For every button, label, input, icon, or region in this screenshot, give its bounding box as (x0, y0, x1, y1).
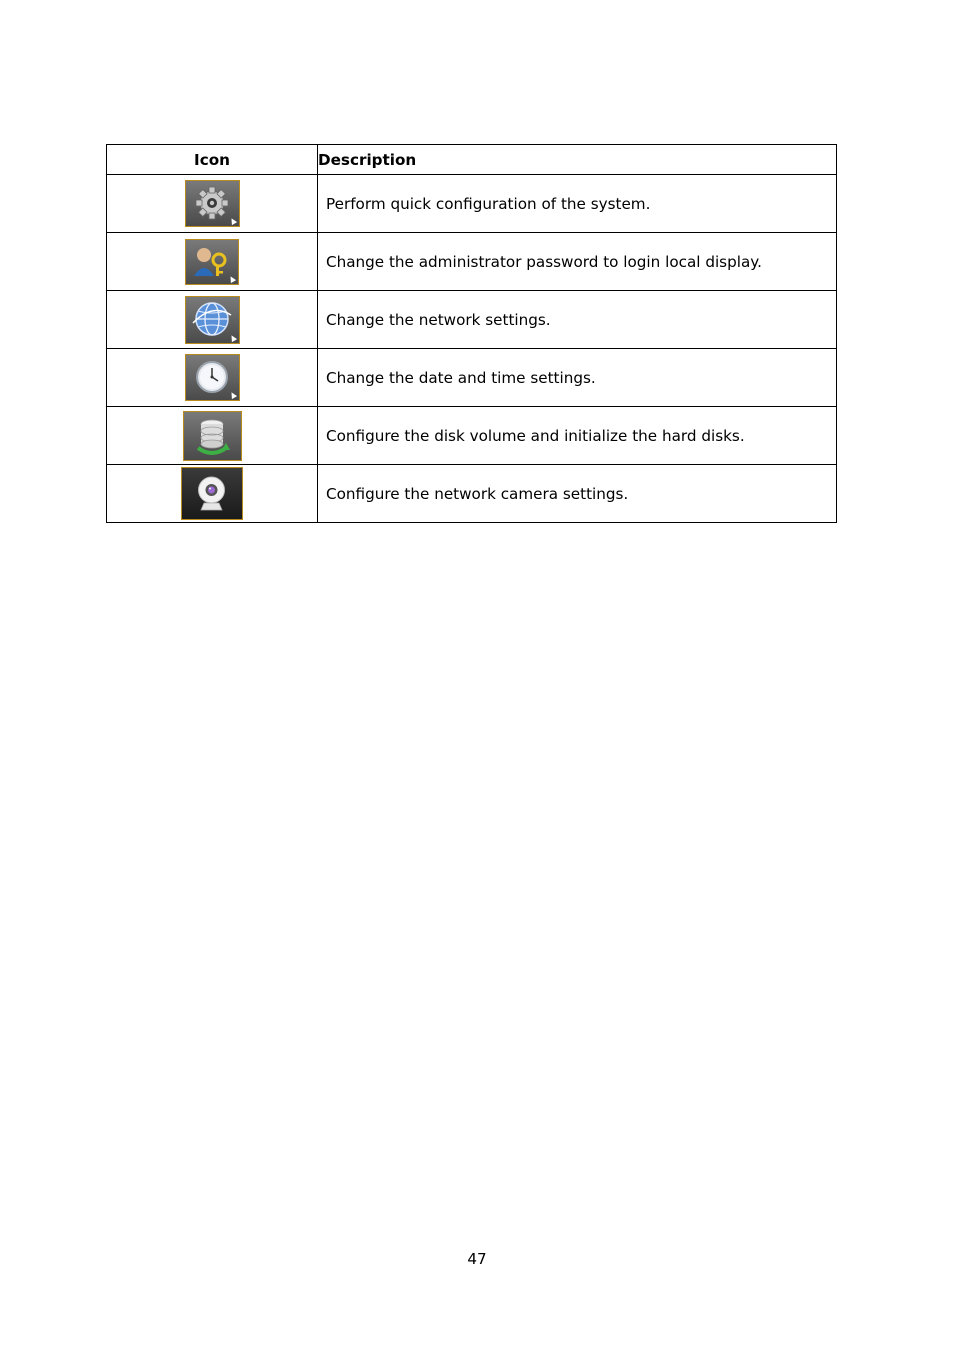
disk-volume-icon (183, 411, 242, 461)
table-row (107, 465, 837, 523)
table-row (107, 233, 837, 291)
row-description: Configure the disk volume and initialize the hard disks. (318, 407, 837, 465)
table-row (107, 349, 837, 407)
icon-description-table (106, 144, 837, 523)
row-description: Change the network settings. (318, 291, 837, 349)
row-description: Change the date and time settings. (318, 349, 837, 407)
admin-password-key-icon (185, 239, 239, 285)
row-description: Perform quick configuration of the system. (318, 175, 837, 233)
row-description: Change the administrator password to login local display. (318, 233, 837, 291)
icon-column-header: Icon (107, 145, 318, 175)
table-header-row (107, 145, 837, 175)
table-row (107, 407, 837, 465)
quick-config-gear-icon (185, 180, 240, 227)
page-number: 47 (467, 1250, 487, 1268)
network-camera-icon (181, 467, 243, 520)
description-column-header: Description (318, 145, 837, 175)
table-row (107, 291, 837, 349)
date-time-clock-icon (185, 354, 240, 401)
network-globe-icon (185, 296, 240, 344)
row-description: Configure the network camera settings. (318, 465, 837, 523)
table-row (107, 175, 837, 233)
